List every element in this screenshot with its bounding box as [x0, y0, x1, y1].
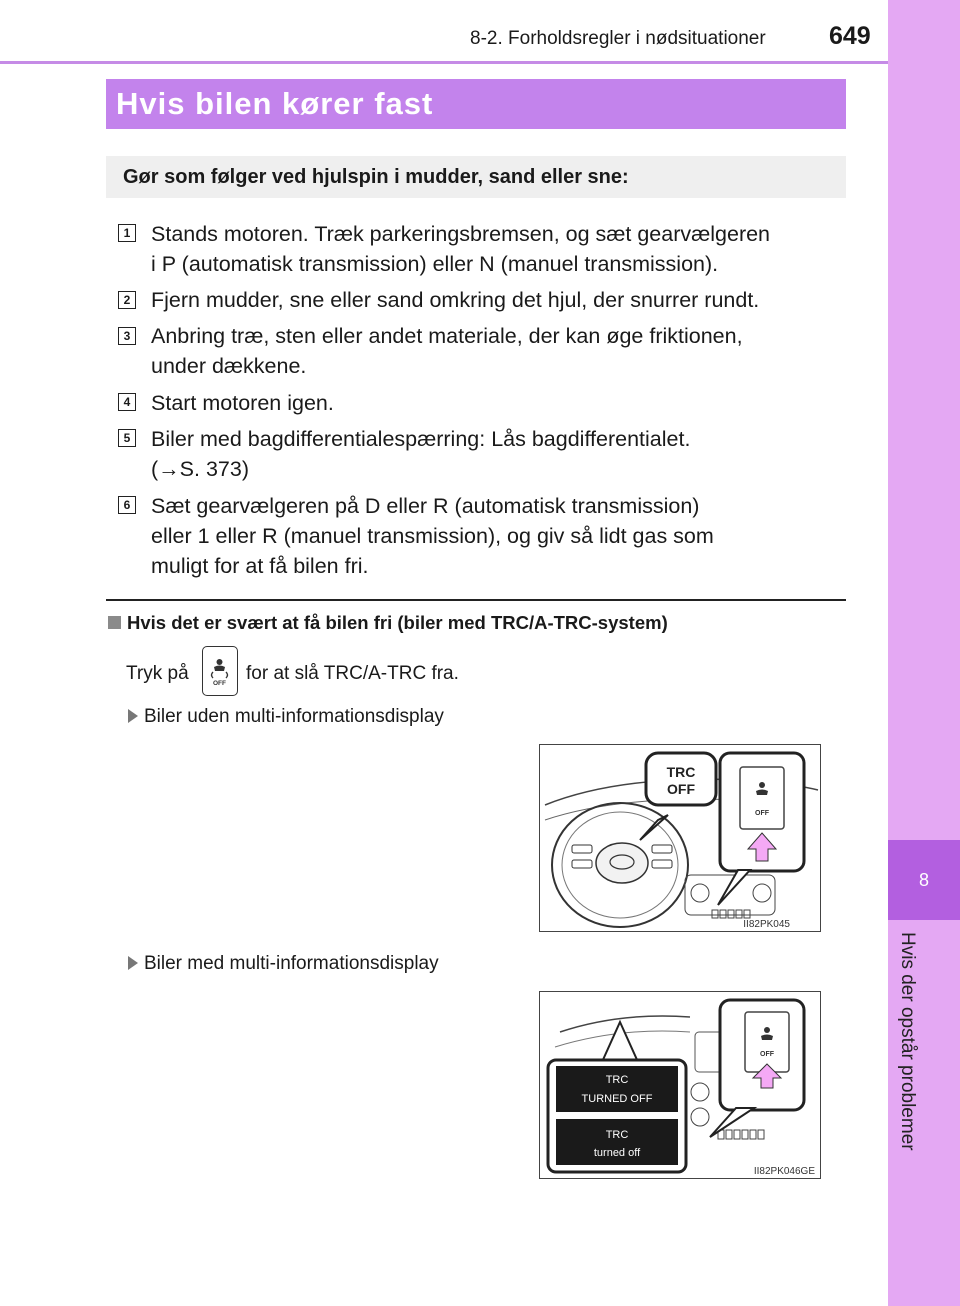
chapter-label: Hvis der opstår problemer: [897, 932, 918, 1151]
step-number: 4: [118, 393, 136, 411]
figure-caption: Biler med multi-informationsdisplay: [128, 953, 439, 975]
svg-text:TRC: TRC: [605, 1074, 629, 1086]
triangle-bullet-icon: [128, 956, 138, 970]
chapter-number: 8: [888, 840, 960, 920]
step-text: Stands motoren. Træk parkeringsbremsen, og sæt gearvælgeren i P (automatisk transmission) eller N (manuel transmission).: [151, 222, 771, 276]
triangle-bullet-icon: [128, 709, 138, 723]
header-rule: [0, 61, 888, 64]
step-number: 5: [118, 429, 136, 447]
step-number: 1: [118, 224, 136, 242]
svg-text:TRC: TRC: [605, 1129, 629, 1141]
svg-text:turned off: turned off: [593, 1147, 641, 1159]
svg-text:OFF: OFF: [760, 1051, 774, 1058]
svg-text:OFF: OFF: [213, 680, 226, 687]
press-instruction-end: for at slå TRC/A-TRC fra.: [246, 663, 459, 684]
step-text: Fjern mudder, sne eller sand omkring det hjul, der snurrer rundt.: [151, 288, 760, 312]
step-number: 3: [118, 327, 136, 345]
trc-off-button-icon: [202, 646, 238, 696]
press-instruction-start: Tryk på: [126, 663, 189, 684]
figure-dashboard-without-display: [539, 744, 821, 932]
svg-text:TURNED OFF: TURNED OFF: [581, 1093, 653, 1105]
step-number: 2: [118, 291, 136, 309]
svg-text:TRC: TRC: [666, 764, 696, 780]
figure-caption: Biler uden multi-informationsdisplay: [128, 706, 444, 728]
step-number: 6: [118, 496, 136, 514]
subheading: Gør som følger ved hjulspin i mudder, sand eller sne:: [106, 156, 846, 198]
svg-text:OFF: OFF: [755, 810, 769, 817]
step-text: Biler med bagdifferentialespærring: Lås bagdifferentialet. (→S. 373): [151, 427, 691, 481]
note-heading: Hvis det er svært at få bilen fri (biler med TRC/A-TRC-system): [108, 612, 668, 634]
svg-text:II82PK046GE: II82PK046GE: [753, 1166, 815, 1177]
figure-dashboard-with-display: [539, 991, 821, 1179]
square-bullet-icon: [108, 616, 121, 629]
divider: [106, 599, 846, 601]
step-text: Sæt gearvælgeren på D eller R (automatisk transmission) eller 1 eller R (manuel transmission), og giv så lidt gas som muligt for at få bilen fri.: [151, 494, 714, 578]
svg-text:OFF: OFF: [667, 781, 695, 797]
step-text: Anbring træ, sten eller andet materiale, der kan øge friktionen, under dækkene.: [151, 324, 743, 378]
section-banner: Hvis bilen kører fast: [106, 79, 846, 129]
section-title: 8-2. Forholdsregler i nødsituationer: [470, 28, 766, 49]
page-number: 649: [829, 22, 871, 50]
step-text: Start motoren igen.: [151, 391, 334, 415]
svg-text:II82PK045: II82PK045: [743, 919, 790, 930]
